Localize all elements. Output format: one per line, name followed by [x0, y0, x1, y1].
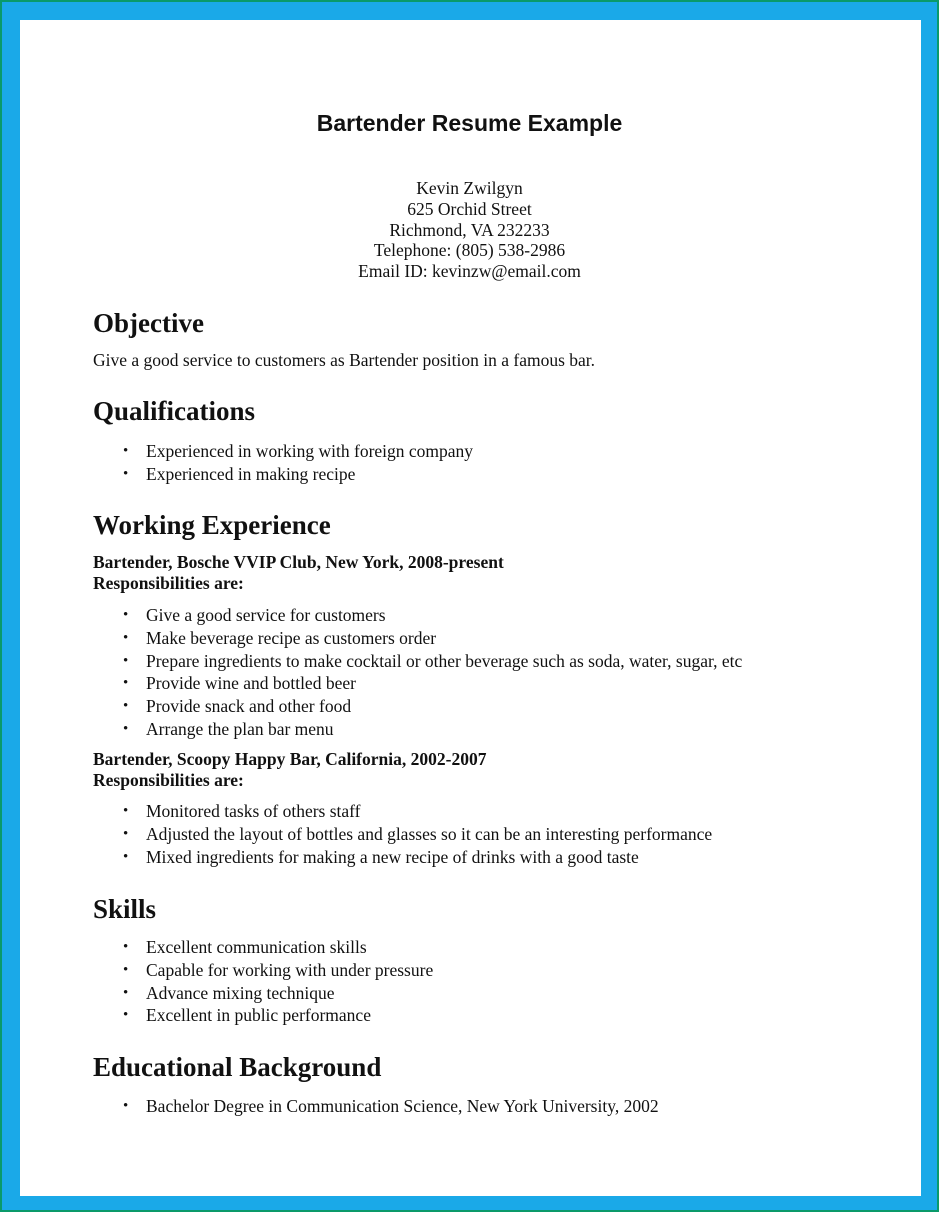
- bullet-icon: •: [123, 939, 129, 955]
- list-item: • Bachelor Degree in Communication Science, New York University, 2002: [123, 1096, 659, 1116]
- resume-title: Bartender Resume Example: [316, 110, 623, 136]
- skills-heading: Skills: [93, 894, 157, 924]
- list-item: • Advance mixing technique: [123, 982, 335, 1003]
- list-item: • Experienced in making recipe: [123, 463, 356, 484]
- bullet-icon: •: [123, 984, 129, 1001]
- bullet-icon: •: [123, 1007, 129, 1024]
- objective-heading: Objective: [93, 308, 204, 338]
- bullet-icon: •: [123, 607, 129, 623]
- contact-street: 625 Orchid Street: [407, 198, 532, 219]
- qualifications-heading: Qualifications: [93, 396, 256, 426]
- list-item: • Experienced in working with foreign company: [123, 441, 474, 461]
- bullet-icon: •: [123, 652, 129, 669]
- list-item: • Provide wine and bottled beer: [123, 673, 356, 694]
- list-item: • Provide snack and other food: [123, 696, 352, 717]
- experience-heading: Working Experience: [93, 510, 331, 540]
- contact-name: Kevin Zwilgyn: [416, 178, 523, 198]
- qualifications-list: [120, 440, 473, 486]
- bullet-icon: •: [123, 848, 129, 865]
- bullet-icon: •: [123, 443, 129, 459]
- list-item: • Arrange the plan bar menu: [123, 718, 334, 739]
- contact-email: Email ID: kevinzw@email.com: [358, 261, 581, 282]
- list-item: • Excellent in public performance: [123, 1005, 371, 1026]
- bullet-icon: •: [123, 629, 129, 646]
- bullet-icon: •: [123, 720, 129, 737]
- bullet-icon: •: [123, 825, 129, 842]
- list-item: • Give a good service for customers: [123, 605, 386, 625]
- contact-block: [0, 178, 939, 282]
- bullet-icon: •: [123, 698, 129, 715]
- skills-list: [120, 936, 433, 1027]
- contact-telephone: Telephone: (805) 538-2986: [373, 240, 566, 261]
- education-list: [120, 1095, 659, 1118]
- bullet-icon: •: [123, 465, 129, 482]
- bullet-icon: •: [123, 961, 129, 978]
- contact-city: Richmond, VA 232233: [389, 219, 550, 240]
- job-1-responsibilities-list: [120, 604, 742, 741]
- list-item: • Prepare ingredients to make cocktail or other beverage such as soda, water, sugar, etc: [123, 650, 743, 671]
- list-item: • Monitored tasks of others staff: [123, 801, 361, 821]
- bullet-icon: •: [123, 803, 129, 819]
- list-item: • Make beverage recipe as customers order: [123, 627, 437, 648]
- list-item: • Mixed ingredients for making a new recipe of drinks with a good taste: [123, 846, 639, 867]
- job-2-responsibilities-label: Responsibilities are:: [93, 770, 244, 790]
- job-1-title: Bartender, Bosche VVIP Club, New York, 2008-present: [93, 552, 504, 572]
- bullet-icon: •: [123, 675, 129, 692]
- objective-text: Give a good service to customers as Bartender position in a famous bar.: [93, 350, 596, 370]
- list-item: • Capable for working with under pressure: [123, 959, 434, 980]
- bullet-icon: •: [123, 1098, 129, 1114]
- education-heading: Educational Background: [93, 1052, 382, 1082]
- list-item: • Excellent communication skills: [123, 937, 367, 957]
- list-item: • Adjusted the layout of bottles and glasses so it can be an interesting performance: [123, 823, 713, 844]
- job-2-title: Bartender, Scoopy Happy Bar, California, 2002-2007: [93, 749, 487, 769]
- job-2-responsibilities-list: [120, 800, 712, 868]
- job-1-responsibilities-label: Responsibilities are:: [93, 573, 244, 593]
